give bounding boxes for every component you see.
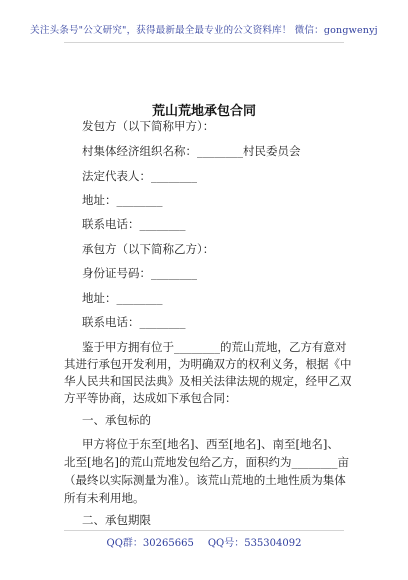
party-b-phone: 联系电话：________ (82, 315, 186, 329)
section-1-line: 甲方将位于东至[地名]、西至[地名]、南至[地名]、 (82, 437, 339, 451)
footer-divider (64, 530, 344, 531)
party-a-org-name: 村集体经济组织名称：________村民委员会 (82, 144, 301, 158)
preamble-line: 鉴于甲方拥有位于________的荒山荒地，乙方有意对 (82, 340, 347, 354)
party-a-heading: 发包方（以下简称甲方）： (82, 119, 215, 133)
party-a-address: 地址：________ (82, 193, 163, 207)
footer-contact (0, 534, 408, 549)
footer-qq-group: QQ群：30265665 (106, 538, 194, 549)
header-note: 关注头条号"公文研究"，获得最新最全最专业的公文资料库！ 微信：gongwenyj (30, 25, 378, 36)
preamble-line: 其进行承包开发利用，为明确双方的权利义务，根据《中 (64, 357, 352, 371)
preamble-line: 方平等协商，达成如下承包合同： (64, 391, 237, 405)
party-b-address: 地址：________ (82, 291, 163, 305)
party-a-legal-rep: 法定代表人：________ (82, 169, 197, 183)
document-title: 荒山荒地承包合同 (151, 104, 256, 119)
footer-qq: QQ号：535304092 (207, 538, 302, 549)
section-1-line: 所有未利用地。 (64, 491, 145, 505)
section-2-heading: 二、承包期限 (82, 513, 151, 527)
header-divider (64, 42, 344, 43)
party-b-id-number: 身份证号码：________ (82, 266, 197, 280)
party-a-phone: 联系电话：________ (82, 217, 186, 231)
section-1-line: （最终以实际测量为准）。该荒山荒地的土地性质为集体 (64, 473, 346, 487)
section-1-line: 北至[地名]的荒山荒地发包给乙方，面积约为________亩 (64, 455, 349, 469)
section-1-heading: 一、承包标的 (82, 413, 151, 427)
preamble-line: 华人民共和国民法典》及相关法律法规的规定，经甲乙双 (64, 374, 352, 388)
party-b-heading: 承包方（以下简称乙方）： (82, 242, 215, 256)
